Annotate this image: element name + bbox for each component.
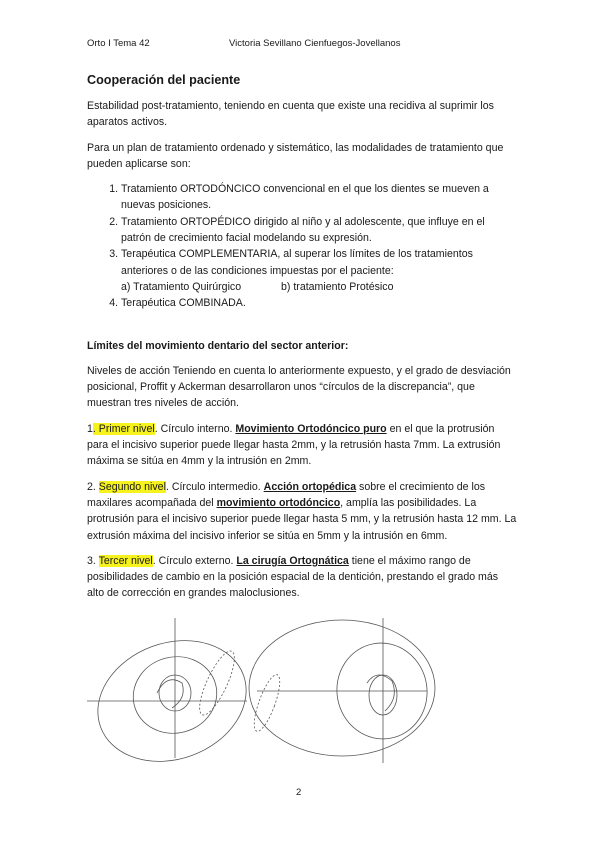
header-subject: Orto I Tema 42 [87, 38, 150, 49]
header-author: Victoria Sevillano Cienfuegos-Jovellanos [229, 38, 401, 49]
discrepancy-circles-figures [87, 613, 527, 763]
highlight-level3: Tercer nivel [98, 554, 153, 567]
paragraph-level2: 2. Segundo nivel. Círculo intermedio. Acción ortopédica sobre el crecimiento de los maxilares acompañada del movimiento ortodóncico, amplía las posibilidades. La protrusión para el incisivo superior puede llegar hasta 5 mm, y la retrusión hasta 12 mm. La extrusión máxima del incisivo inferior se sitúa en 5mm y la intrusión en 6mm. [87, 480, 517, 542]
section-title-limites: Límites del movimiento dentario del sector anterior: [87, 339, 349, 352]
outer-circle-right [249, 620, 435, 756]
sub-option-b: b) tratamiento Protésico [281, 280, 394, 293]
discrepancy-diagrams [87, 613, 527, 763]
sub-options [121, 279, 517, 295]
paragraph-intro: Niveles de acción Teniendo en cuenta lo anteriormente expuesto, y el grado de desviación posicional, Proffit y Ackerman desarrollaron unos “círculos de la discrepancia”, que muestran tres niveles de acción. [87, 364, 511, 410]
highlight-level2: Segundo nivel [98, 480, 166, 493]
sub-option-a: a) Tratamiento Quirúrgico [121, 280, 242, 293]
paragraph-level1: 1. Primer nivel. Círculo interno. Movimiento Ortodóncico puro en el que la protrusión para el incisivo superior puede llegar hasta 2mm, y la retrusión hasta 7mm. La extrusión máxima se sitúa en 4mm y la intrusión en 2mm. [87, 422, 501, 468]
highlight-level1: . Primer nivel [92, 422, 155, 435]
paragraph-estabilidad: Estabilidad post-tratamiento, teniendo en cuenta que existe una recidiva al suprimir los aparatos activos. [87, 100, 494, 129]
paragraph-plan: Para un plan de tratamiento ordenado y sistemático, las modalidades de tratamiento que pueden aplicarse son: [87, 141, 504, 170]
list-item: 2. Tratamiento ORTOPÉDICO dirigido al niño y al adolescente, que influye en el patrón de crecimiento facial modelando su expresión. [121, 214, 517, 247]
section-title-cooperacion: Cooperación del paciente [87, 73, 241, 87]
list-item: 4. Terapéutica COMBINADA. [121, 295, 517, 311]
paragraph-level3: 3. Tercer nivel. Círculo externo. La cirugía Ortognática tiene el máximo rango de posibilidades de cambio en la posición espacial de la dentición, prestando el grado más alto de corrección en grandes maloclusiones. [87, 554, 499, 600]
document-body [87, 72, 517, 611]
list-item: 3. Terapéutica COMPLEMENTARIA, al superar los límites de los tratamientos anteriores o de las condiciones impuestas por el paciente: a) Tratamiento Quirúrgico b) tratamiento Protésico [121, 246, 517, 295]
treatment-list [87, 181, 517, 311]
page-number: 2 [296, 787, 302, 798]
list-item: 1. Tratamiento ORTODÓNCICO convencional en el que los dientes se mueven a nuevas posiciones. [121, 181, 517, 214]
